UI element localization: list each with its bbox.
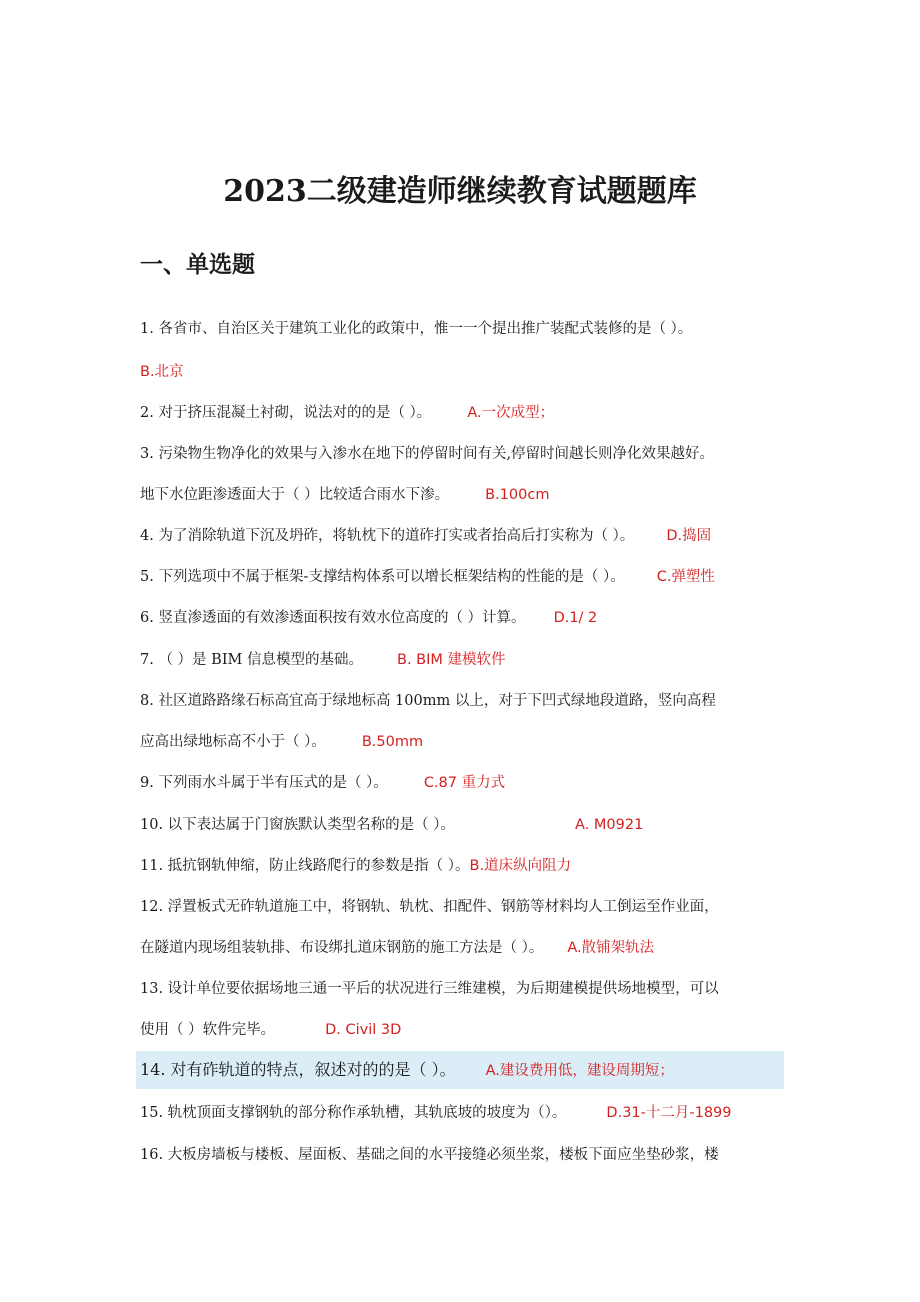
question-text: 11. 抵抗钢轨伸缩，防止线路爬行的参数是指（ ）。: [140, 858, 470, 874]
answer-text: A.建设费用低，建设周期短；: [485, 1063, 674, 1079]
answer-text: D.1/ 2: [553, 610, 598, 626]
question-text: 6. 竖直渗透面的有效渗透面积按有效水位高度的（ ）计算。: [140, 610, 526, 626]
question-5: [140, 567, 715, 587]
question-13: [140, 979, 719, 999]
question-4: [140, 526, 711, 546]
question-7: [140, 650, 506, 670]
question-3: [140, 444, 714, 464]
answer-text: B.100cm: [485, 487, 550, 503]
question-text: 3. 污染物生物净化的效果与入渗水在地下的停留时间有关,停留时间越长则净化效果越好。: [140, 446, 715, 462]
document-title: 2023二级建造师继续教育试题题库: [223, 174, 697, 209]
question-text: 2. 对于挤压混凝土衬砌，说法对的的是（ ）。: [140, 405, 432, 421]
answer-text: B. BIM 建模软件: [397, 652, 506, 668]
question-16: [140, 1145, 719, 1165]
question-text: 地下水位距渗透面大于（ ）比较适合雨水下渗。: [140, 487, 450, 503]
question-text: 应高出绿地标高不小于（ ）。: [140, 734, 326, 750]
answer-text: A. M0921: [575, 817, 644, 833]
answer-text: D.31-十二月-1899: [606, 1105, 732, 1121]
answer-text: B.北京: [140, 364, 184, 380]
question-12-cont: [140, 938, 654, 958]
question-text: 16. 大板房墙板与楼板、屋面板、基础之间的水平接缝必须坐浆，楼板下面应坐垫砂浆，楼: [140, 1147, 719, 1163]
answer-1-line: [140, 362, 184, 382]
question-text: 4. 为了消除轨道下沉及坍砟，将轨枕下的道砟打实或者抬高后打实称为（ ）。: [140, 528, 635, 544]
question-text: 15. 轨枕顶面支撑钢轨的部分称作承轨槽，其轨底坡的坡度为（）。: [140, 1105, 567, 1121]
answer-text: D.捣固: [666, 528, 712, 544]
question-text: 使用（ ）软件完毕。: [140, 1022, 276, 1038]
question-9: [140, 773, 505, 793]
question-text: 5. 下列选项中不属于框架-支撑结构体系可以增长框架结构的性能的是（ ）。: [140, 569, 625, 585]
question-3-cont: [140, 485, 549, 505]
question-13-cont: [140, 1020, 401, 1040]
question-12: [140, 897, 719, 917]
question-text: 10. 以下表达属于门窗族默认类型名称的是（ ）。: [140, 817, 456, 833]
question-text: 8. 社区道路路缘石标高宜高于绿地标高 100mm 以上，对于下凹式绿地段道路，竖向高程: [140, 693, 716, 709]
question-8-cont: [140, 732, 423, 752]
answer-text: C.87 重力式: [423, 775, 506, 791]
answer-text: C.弹塑性: [656, 569, 715, 585]
question-11: [140, 856, 571, 876]
question-10: [140, 815, 643, 835]
question-1: [140, 319, 692, 339]
answer-text: A.一次成型；: [467, 405, 555, 421]
question-text: 1. 各省市、自治区关于建筑工业化的政策中，惟一一个提出推广装配式装修的是（ ）。: [140, 321, 693, 337]
question-text: 在隧道内现场组装轨排、布设绑扎道床钢筋的施工方法是（ ）。: [140, 940, 544, 956]
question-14: [140, 1060, 674, 1081]
question-text: 13. 设计单位要依据场地三通一平后的状况进行三维建模，为后期建模提供场地模型，可以: [140, 981, 719, 997]
answer-text: B.道床纵向阻力: [469, 858, 572, 874]
question-text: 14. 对有砟轨道的特点，叙述对的的是（ ）。: [140, 1060, 456, 1079]
question-text: 12. 浮置板式无砟轨道施工中，将钢轨、轨枕、扣配件、钢筋等材料均人工倒运至作业面，: [140, 899, 719, 915]
answer-text: B.50mm: [361, 734, 424, 750]
question-6: [140, 608, 597, 628]
question-15: [140, 1103, 732, 1123]
question-text: 9. 下列雨水斗属于半有压式的是（ ）。: [140, 775, 388, 791]
answer-text: A.散铺架轨法: [567, 940, 655, 956]
question-8: [140, 691, 716, 711]
question-2: [140, 403, 554, 423]
answer-text: D. Civil 3D: [325, 1022, 402, 1038]
question-text: 7. （ ）是 BIM 信息模型的基础。: [140, 652, 364, 668]
section-heading: 一、单选题: [140, 251, 255, 278]
